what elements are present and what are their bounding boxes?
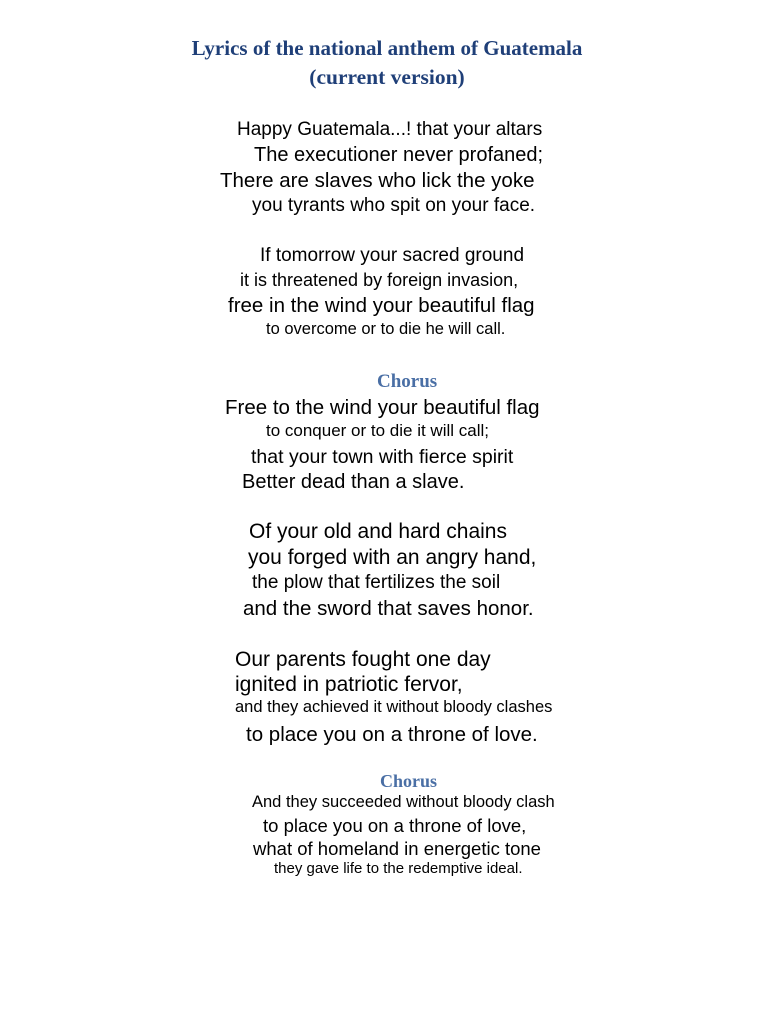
lyric-line: If tomorrow your sacred ground (260, 245, 525, 266)
lyric-line: and they achieved it without bloody clashes (235, 698, 553, 716)
lyric-line: you forged with an angry hand, (248, 546, 537, 569)
lyric-line: to place you on a throne of love, (263, 815, 527, 836)
lyric-line: There are slaves who lick the yoke (220, 169, 535, 192)
lyric-line: Of your old and hard chains (249, 520, 507, 543)
lyric-line: to overcome or to die he will call. (266, 320, 506, 338)
lyric-line: they gave life to the redemptive ideal. (274, 860, 523, 877)
lyric-line: and the sword that saves honor. (243, 597, 534, 620)
lyric-line: to place you on a throne of love. (246, 723, 538, 746)
lyric-line: Our parents fought one day (235, 648, 491, 671)
lyric-line: And they succeeded without bloody clash (252, 793, 555, 811)
lyric-line: it is threatened by foreign invasion, (240, 270, 519, 290)
page-title: Lyrics of the national anthem of Guatemala (191, 36, 583, 60)
chorus-heading: Chorus (377, 371, 438, 392)
lyric-line: Free to the wind your beautiful flag (225, 396, 540, 419)
lyric-line: you tyrants who spit on your face. (252, 195, 536, 216)
lyric-line: what of homeland in energetic tone (253, 838, 541, 859)
lyric-line: to conquer or to die it will call; (266, 421, 489, 440)
lyric-line: Better dead than a slave. (242, 471, 465, 493)
lyric-line: ignited in patriotic fervor, (235, 673, 463, 696)
lyric-line: free in the wind your beautiful flag (228, 294, 535, 317)
lyric-line: The executioner never profaned; (254, 144, 544, 166)
lyric-line: Happy Guatemala...! that your altars (237, 119, 543, 140)
page-subtitle: (current version) (309, 65, 465, 89)
chorus-heading: Chorus (380, 771, 438, 791)
lyric-line: that your town with fierce spirit (251, 446, 514, 468)
lyric-line: the plow that fertilizes the soil (252, 572, 501, 593)
